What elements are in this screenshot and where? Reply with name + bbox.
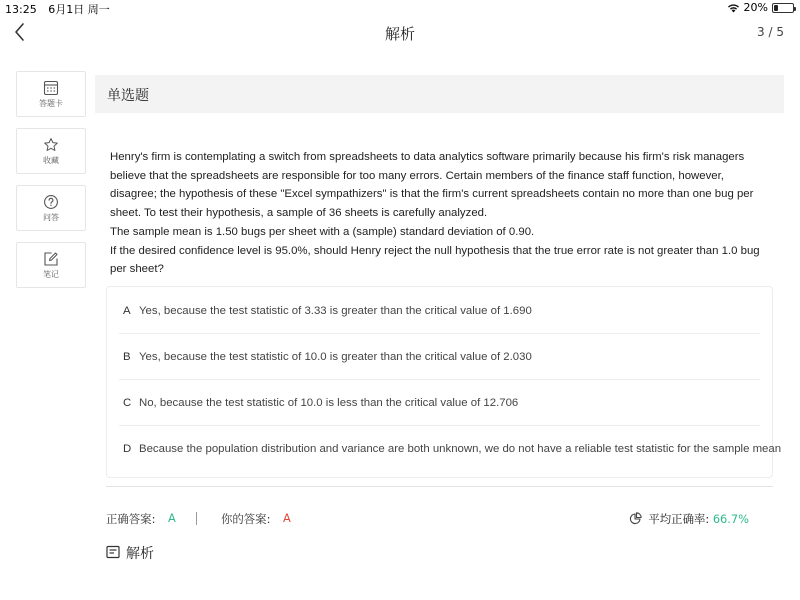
edit-note-icon [43,251,59,267]
status-date: 6月1日 周一 [48,3,110,16]
battery-icon [772,3,794,13]
notes-button[interactable] [16,242,86,288]
question-icon [43,194,59,210]
stem-paragraph: The sample mean is 1.50 bugs per sheet with a (sample) standard deviation of 0.90. [110,225,535,238]
battery-percent: 20% [743,1,768,14]
option-letter: A [123,305,131,317]
analysis-icon [106,545,120,559]
page-indicator: 3 / 5 [757,25,784,39]
option-d[interactable] [119,426,782,472]
star-icon [43,137,59,153]
accuracy-rate-label: 平均正确率: [648,512,710,526]
question-type-header [95,75,784,113]
option-c[interactable] [119,380,760,426]
question-type-label: 单选题 [107,88,149,104]
option-a[interactable] [119,288,760,334]
battery-fill [774,5,778,11]
page-title: 解析 [384,25,415,43]
answer-card-button[interactable] [16,71,86,117]
your-answer-value: A [283,511,291,525]
correct-answer-value: A [168,511,176,525]
option-text: Because the population distribution and variance are both unknown, we do not have a reliable test statistic for the sample mean [139,443,782,455]
stem-paragraph: If the desired confidence level is 95.0%, should Henry reject the null hypothesis that the true error rate is not greater than 1.0 bug per sheet? [110,244,760,276]
answer-card-icon [43,80,59,96]
your-answer-label: 你的答案: [221,512,271,526]
wifi-icon [727,3,740,13]
favorite-label: 收藏 [43,156,59,165]
correct-answer-label: 正确答案: [106,512,156,526]
option-letter: C [123,397,132,409]
question-stem [110,148,770,279]
accuracy-rate [629,511,749,527]
option-text: No, because the test statistic of 10.0 is less than the critical value of 12.706 [139,397,519,409]
section-divider [106,486,773,487]
analysis-title: 解析 [126,546,154,562]
option-text: Yes, because the test statistic of 10.0 is greater than the critical value of 2.030 [139,351,532,363]
accuracy-rate-value: 66.7% [712,512,749,526]
nav-bar [0,15,800,51]
answer-card-label: 答题卡 [39,99,63,108]
option-b[interactable] [119,334,760,380]
favorite-button[interactable] [16,128,86,174]
notes-label: 笔记 [43,270,59,279]
option-text: Yes, because the test statistic of 3.33 is greater than the critical value of 1.690 [139,305,532,317]
option-letter: B [123,351,131,363]
options-list [106,286,782,478]
qa-button[interactable] [16,185,86,231]
status-time: 13:25 [5,3,37,16]
stem-paragraph: Henry's firm is contemplating a switch from spreadsheets to data analytics software primarily because his firm's risk managers believe that the spreadsheets are responsible for too many errors. Certain members of the finance staff function, however, disagree; the hypothesis of these "Excel sympathizers" is that the firm's current spreadsheets contain no more than one bug per sheet. To test their hypothesis, a sample of 36 sheets is carefully analyzed. [110,151,754,220]
answer-summary [106,511,773,529]
answer-separator [196,512,197,525]
qa-label: 问答 [43,213,59,222]
option-letter: D [123,443,132,455]
analysis-header [106,543,154,563]
status-right [727,1,794,14]
status-bar [0,0,800,15]
pie-chart-icon [629,512,642,525]
